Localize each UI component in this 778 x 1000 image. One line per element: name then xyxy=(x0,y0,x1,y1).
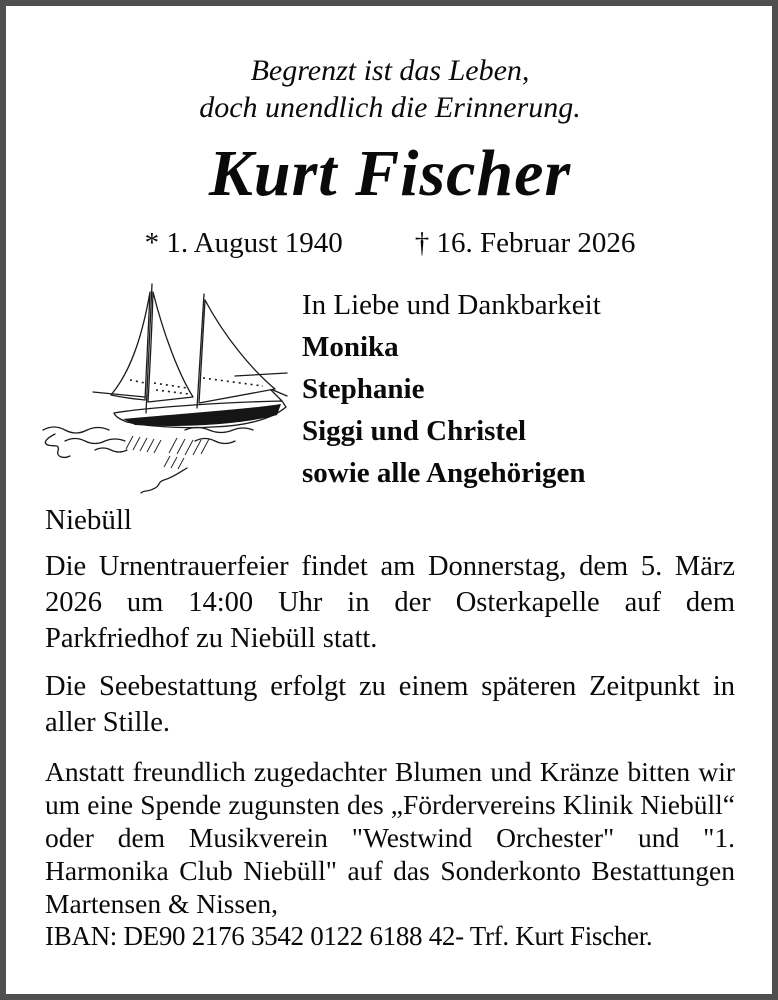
donation-request: Anstatt freundlich zugedachter Blumen und Kränze bitten wir um eine Spende zugunsten des „Fördervereins Klinik Niebüll“ oder dem Musikverein "Westwind Orchester" und "1. Harmonika Club Niebüll" auf das Sonderkonto Bestattungen Martensen & Nissen, xyxy=(45,756,735,919)
tribute-section xyxy=(45,278,735,501)
life-dates xyxy=(45,226,735,260)
service-announcement: Die Urnentrauerfeier findet am Donnerstag, dem 5. März 2026 um 14:00 Uhr in der Osterkapelle auf dem Parkfriedhof zu Niebüll statt. xyxy=(45,551,735,654)
epigraph xyxy=(45,52,735,126)
burial-announcement: Die Seebestattung erfolgt zu einem späteren Zeitpunkt in aller Stille. xyxy=(45,671,735,738)
mourner-name: Monika xyxy=(302,331,399,363)
city-label: Niebüll xyxy=(45,504,132,536)
epigraph-line-2: doch unendlich die Erinnerung. xyxy=(199,91,581,124)
tribute-intro: In Liebe und Dankbarkeit xyxy=(302,289,601,321)
death-date: † 16. Februar 2026 xyxy=(414,227,636,259)
epigraph-line-1: Begrenzt ist das Leben, xyxy=(250,54,530,87)
deceased-name: Kurt Fischer xyxy=(208,137,572,210)
sailboat-illustration xyxy=(35,278,290,501)
sailboat-icon xyxy=(35,278,290,496)
mourner-name: Siggi und Christel xyxy=(302,415,526,447)
birth-date: * 1. August 1940 xyxy=(144,227,343,259)
mourner-name: sowie alle Angehörigen xyxy=(302,457,586,489)
mourners-list xyxy=(302,284,735,494)
mourner-name: Stephanie xyxy=(302,373,425,405)
iban-line: IBAN: DE90 2176 3542 0122 6188 42- Trf. Kurt Fischer. xyxy=(45,921,653,951)
